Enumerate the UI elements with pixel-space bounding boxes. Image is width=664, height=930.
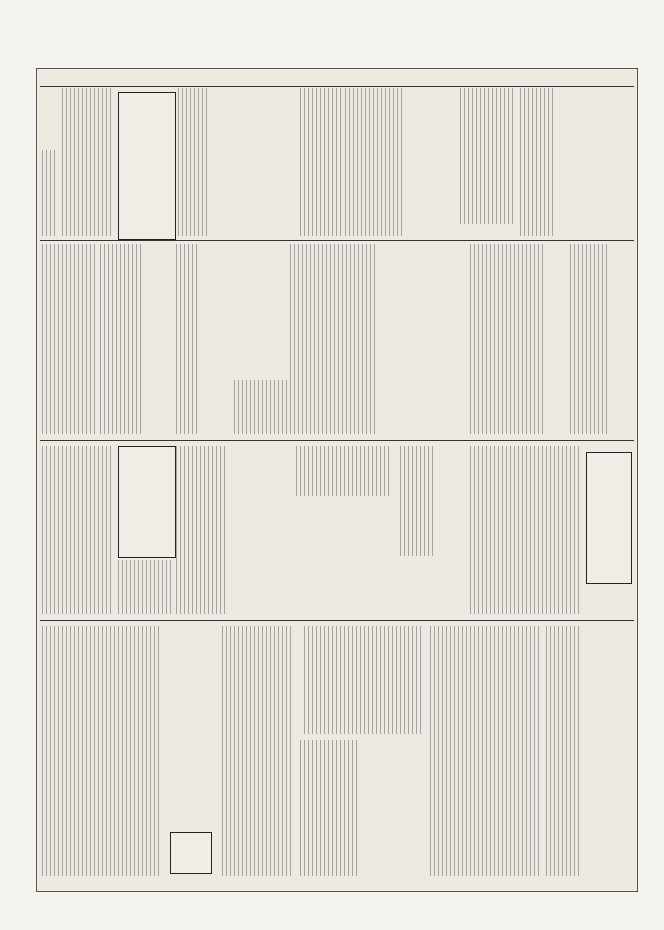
- masthead: [40, 72, 634, 87]
- article-body: [304, 626, 424, 734]
- article-body: [290, 244, 378, 434]
- article-body: [100, 244, 142, 434]
- article-body: [178, 88, 210, 236]
- article-body: [234, 380, 288, 434]
- article-body: [430, 626, 540, 876]
- article-body: [42, 446, 114, 614]
- article-body: [300, 740, 358, 876]
- article-body: [470, 446, 582, 614]
- divider: [40, 620, 634, 621]
- article-body: [570, 244, 608, 434]
- ad-box: [170, 832, 212, 874]
- article-body: [62, 88, 114, 236]
- article-body: [118, 560, 174, 614]
- divider: [40, 440, 634, 441]
- article-body: [470, 244, 544, 434]
- article-body: [42, 244, 96, 434]
- changchun-box: [586, 452, 632, 584]
- article-body: [300, 88, 342, 236]
- article-body: [296, 446, 392, 496]
- inner-mongolia-box: [118, 92, 176, 240]
- article-body: [176, 244, 200, 434]
- article-body: [222, 626, 294, 876]
- article-body: [400, 446, 436, 556]
- article-body: [176, 446, 228, 614]
- article-body: [345, 88, 405, 236]
- article-body: [520, 88, 556, 236]
- article-body: [42, 150, 58, 236]
- article-body: [42, 626, 162, 876]
- rehe-box: [118, 446, 176, 558]
- divider: [40, 240, 634, 241]
- article-body: [546, 626, 582, 876]
- article-body: [460, 88, 516, 224]
